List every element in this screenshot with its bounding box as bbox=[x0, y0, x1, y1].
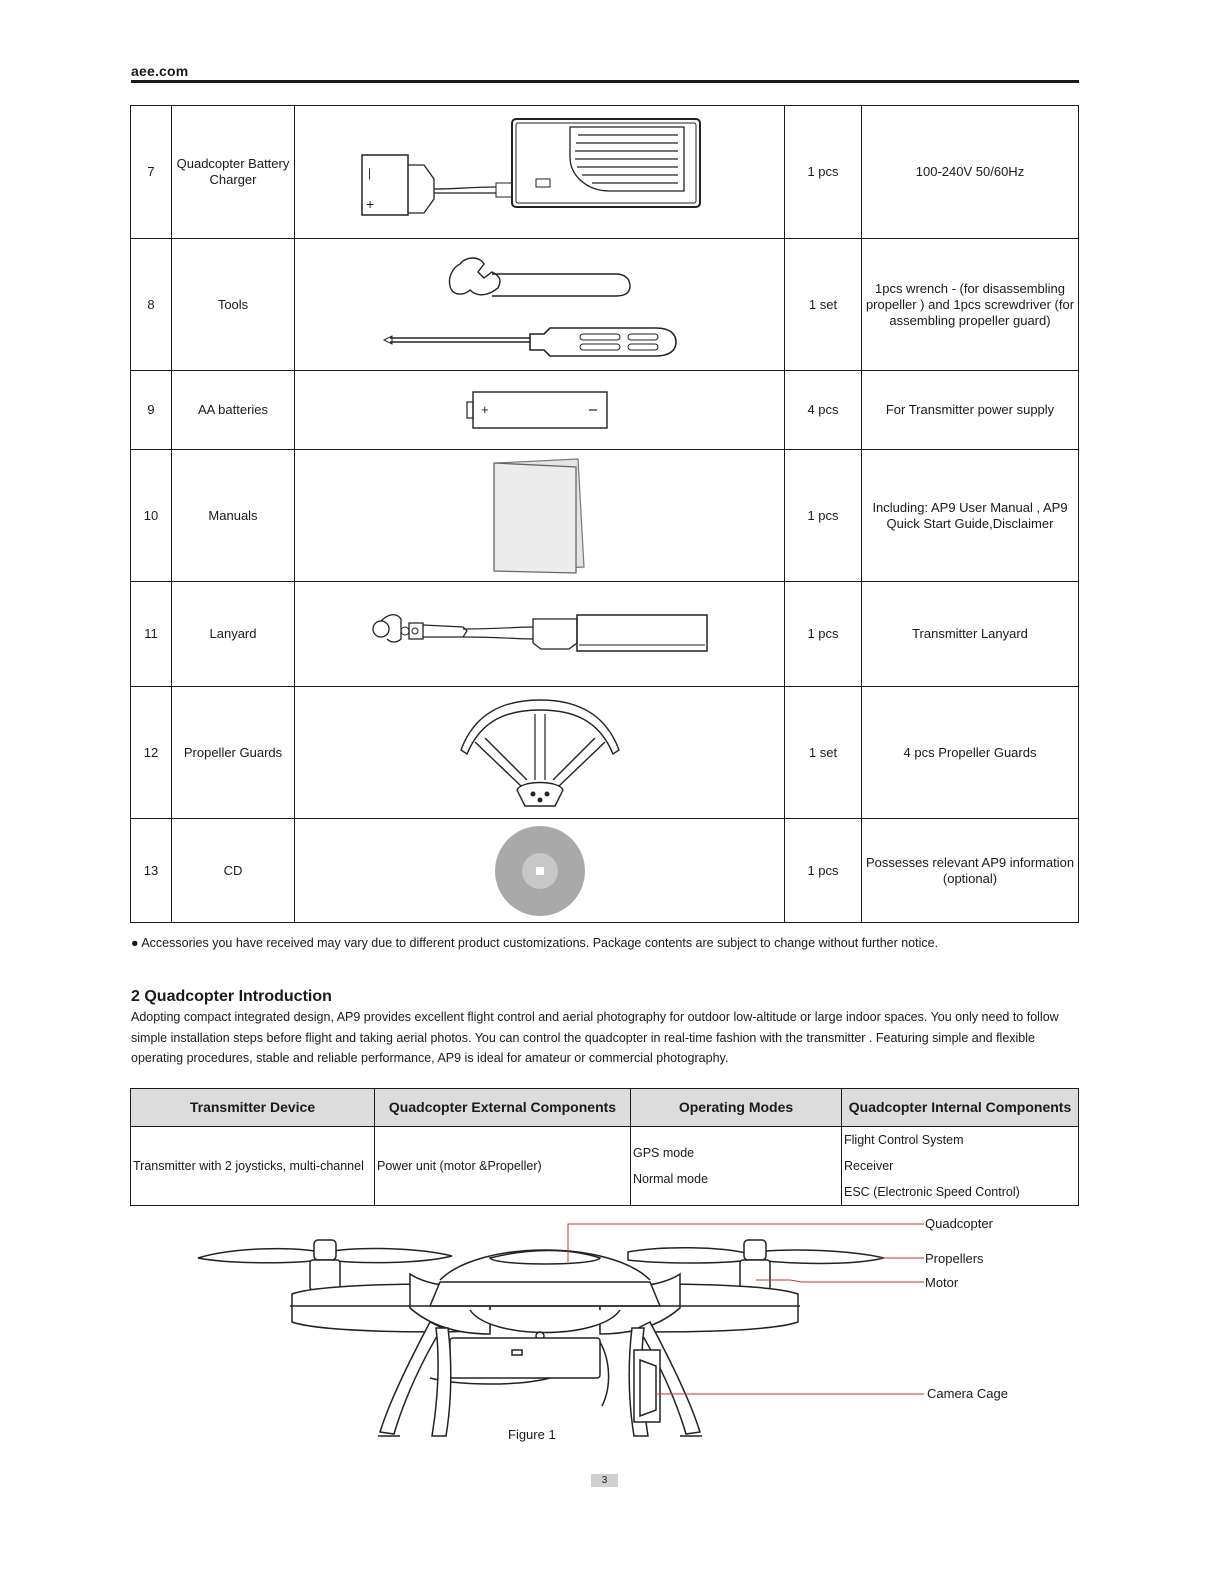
item-number: 7 bbox=[131, 106, 172, 239]
manual-icon bbox=[295, 450, 785, 582]
item-name: Quadcopter Battery Charger bbox=[172, 106, 295, 239]
table-row bbox=[131, 106, 1079, 239]
modes-cell bbox=[631, 1127, 842, 1206]
item-note: Including: AP9 User Manual , AP9 Quick Start Guide,Disclaimer bbox=[862, 450, 1079, 582]
external-cell: Power unit (motor &Propeller) bbox=[375, 1127, 631, 1206]
item-quantity: 1 set bbox=[785, 239, 862, 371]
item-name: Propeller Guards bbox=[172, 687, 295, 819]
item-note: 4 pcs Propeller Guards bbox=[862, 687, 1079, 819]
item-number: 10 bbox=[131, 450, 172, 582]
table-row bbox=[131, 450, 1079, 582]
item-number: 11 bbox=[131, 582, 172, 687]
item-quantity: 1 pcs bbox=[785, 819, 862, 923]
svg-text:+: + bbox=[365, 196, 374, 212]
item-note: 100-240V 50/60Hz bbox=[862, 106, 1079, 239]
tools-icon bbox=[295, 239, 785, 371]
page-number: 3 bbox=[591, 1474, 618, 1487]
item-quantity: 4 pcs bbox=[785, 371, 862, 450]
item-name: CD bbox=[172, 819, 295, 923]
internal-item: ESC (Electronic Speed Control) bbox=[844, 1185, 1020, 1199]
column-header: Transmitter Device bbox=[131, 1089, 375, 1127]
item-note: 1pcs wrench - (for disassembling propeller ) and 1pcs screwdriver (for assembling propeller guard) bbox=[862, 239, 1079, 371]
mode-item: GPS mode bbox=[633, 1146, 695, 1160]
internal-item: Flight Control System bbox=[844, 1133, 964, 1147]
internal-cell bbox=[842, 1127, 1079, 1206]
item-number: 13 bbox=[131, 819, 172, 923]
internal-item: Receiver bbox=[844, 1159, 894, 1173]
item-name: Manuals bbox=[172, 450, 295, 582]
table-row bbox=[131, 1127, 1079, 1206]
item-name: Tools bbox=[172, 239, 295, 371]
item-note: Transmitter Lanyard bbox=[862, 582, 1079, 687]
column-header: Quadcopter External Components bbox=[375, 1089, 631, 1127]
item-note: Possesses relevant AP9 information (optional) bbox=[862, 819, 1079, 923]
svg-text:|: | bbox=[367, 166, 371, 180]
item-quantity: 1 pcs bbox=[785, 582, 862, 687]
package-notice: ● Accessories you have received may vary due to different product customizations. Package contents are subject to change without further notice. bbox=[131, 936, 939, 950]
brand-logo: aee.com bbox=[131, 63, 189, 79]
item-number: 8 bbox=[131, 239, 172, 371]
figure-caption: Figure 1 bbox=[508, 1427, 556, 1442]
charger-icon bbox=[295, 106, 785, 239]
table-row bbox=[131, 239, 1079, 371]
item-name: AA batteries bbox=[172, 371, 295, 450]
item-number: 9 bbox=[131, 371, 172, 450]
table-header-row bbox=[131, 1089, 1079, 1127]
item-name: Lanyard bbox=[172, 582, 295, 687]
callout-quadcopter: Quadcopter bbox=[925, 1216, 993, 1231]
table-row bbox=[131, 582, 1079, 687]
cd-icon bbox=[295, 819, 785, 923]
lanyard-icon bbox=[295, 582, 785, 687]
callout-camera-cage: Camera Cage bbox=[927, 1386, 1008, 1401]
table-row bbox=[131, 371, 1079, 450]
header-rule bbox=[131, 80, 1079, 83]
column-header: Operating Modes bbox=[631, 1089, 842, 1127]
svg-text:+: + bbox=[480, 402, 489, 417]
section-paragraph: Adopting compact integrated design, AP9 provides excellent flight control and aerial photography for outdoor low-altitude or large indoor spaces. You only need to follow simple installation steps before flight and taking aerial photos. You can control the quadcopter in real-time fashion with the transmitter . Featuring simple and flexible operating procedures, stable and reliable performance, AP9 is ideal for amateur or commercial photography. bbox=[131, 1010, 1059, 1065]
item-quantity: 1 pcs bbox=[785, 106, 862, 239]
package-contents-table bbox=[130, 105, 1079, 923]
column-header: Quadcopter Internal Components bbox=[842, 1089, 1079, 1127]
components-table bbox=[130, 1088, 1079, 1206]
item-note: For Transmitter power supply bbox=[862, 371, 1079, 450]
item-quantity: 1 set bbox=[785, 687, 862, 819]
table-row bbox=[131, 687, 1079, 819]
item-quantity: 1 pcs bbox=[785, 450, 862, 582]
transmitter-cell: Transmitter with 2 joysticks, multi-channel bbox=[131, 1127, 375, 1206]
callout-propellers: Propellers bbox=[925, 1251, 984, 1266]
quadcopter-diagram bbox=[190, 1210, 930, 1445]
propeller-guard-icon bbox=[295, 687, 785, 819]
callout-motor: Motor bbox=[925, 1275, 959, 1290]
item-number: 12 bbox=[131, 687, 172, 819]
section-heading: 2 Quadcopter Introduction bbox=[131, 988, 332, 1005]
table-row bbox=[131, 819, 1079, 923]
mode-item: Normal mode bbox=[633, 1172, 709, 1186]
battery-icon bbox=[295, 371, 785, 450]
